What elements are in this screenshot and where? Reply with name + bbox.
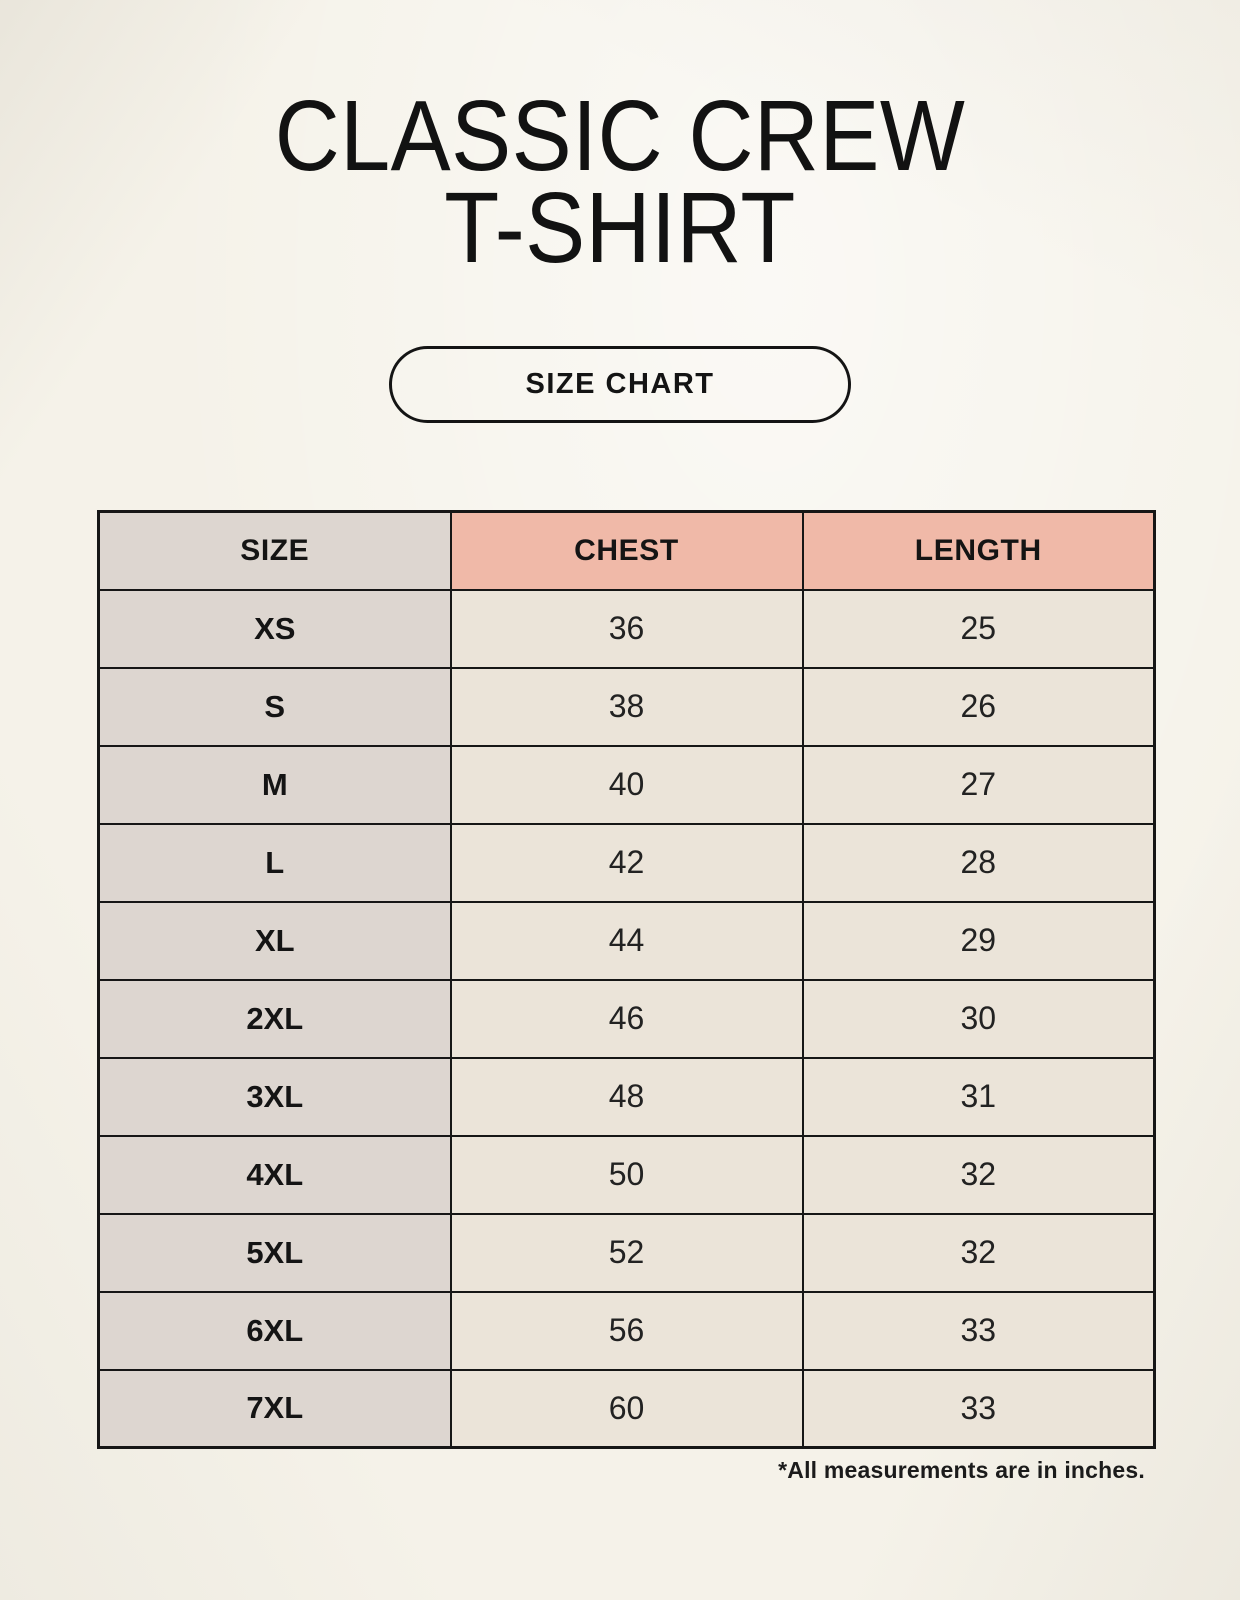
table-row: [99, 1214, 1155, 1292]
size-label-cell: XS: [99, 590, 451, 668]
table-row: [99, 1058, 1155, 1136]
page-title-line-1: CLASSIC CREW: [274, 80, 966, 192]
chest-value-cell: 52: [451, 1214, 803, 1292]
column-header-length: LENGTH: [803, 512, 1155, 590]
length-value-cell: 32: [803, 1214, 1155, 1292]
table-row: [99, 902, 1155, 980]
size-label-cell: 2XL: [99, 980, 451, 1058]
size-label-cell: 6XL: [99, 1292, 451, 1370]
size-label-cell: M: [99, 746, 451, 824]
length-value-cell: 29: [803, 902, 1155, 980]
page-title-line-2: T-SHIRT: [444, 172, 796, 284]
chest-value-cell: 42: [451, 824, 803, 902]
length-value-cell: 33: [803, 1292, 1155, 1370]
size-label-cell: XL: [99, 902, 451, 980]
table-row: [99, 668, 1155, 746]
size-label-cell: S: [99, 668, 451, 746]
chest-value-cell: 56: [451, 1292, 803, 1370]
length-value-cell: 26: [803, 668, 1155, 746]
size-label-cell: 5XL: [99, 1214, 451, 1292]
size-chart-badge-label: SIZE CHART: [525, 368, 715, 400]
column-header-size: SIZE: [99, 512, 451, 590]
length-value-cell: 32: [803, 1136, 1155, 1214]
length-value-cell: 30: [803, 980, 1155, 1058]
table-row: [99, 590, 1155, 668]
length-value-cell: 31: [803, 1058, 1155, 1136]
chest-value-cell: 48: [451, 1058, 803, 1136]
column-header-chest: CHEST: [451, 512, 803, 590]
length-value-cell: 25: [803, 590, 1155, 668]
size-label-cell: L: [99, 824, 451, 902]
chest-value-cell: 36: [451, 590, 803, 668]
chest-value-cell: 40: [451, 746, 803, 824]
table-row: [99, 980, 1155, 1058]
size-label-cell: 4XL: [99, 1136, 451, 1214]
size-chart-table: [97, 510, 1156, 1449]
page-title: [62, 80, 1178, 284]
measurements-footnote: *All measurements are in inches.: [778, 1457, 1145, 1483]
size-chart-badge[interactable]: [389, 346, 851, 423]
size-label-cell: 3XL: [99, 1058, 451, 1136]
chest-value-cell: 38: [451, 668, 803, 746]
table-row: [99, 824, 1155, 902]
length-value-cell: 28: [803, 824, 1155, 902]
chest-value-cell: 60: [451, 1370, 803, 1448]
chest-value-cell: 44: [451, 902, 803, 980]
table-row: [99, 746, 1155, 824]
table-header-row: [99, 512, 1155, 590]
length-value-cell: 27: [803, 746, 1155, 824]
chest-value-cell: 46: [451, 980, 803, 1058]
size-table-body: [99, 590, 1155, 1448]
table-row: [99, 1370, 1155, 1448]
length-value-cell: 33: [803, 1370, 1155, 1448]
chest-value-cell: 50: [451, 1136, 803, 1214]
table-row: [99, 1292, 1155, 1370]
table-row: [99, 1136, 1155, 1214]
size-label-cell: 7XL: [99, 1370, 451, 1448]
